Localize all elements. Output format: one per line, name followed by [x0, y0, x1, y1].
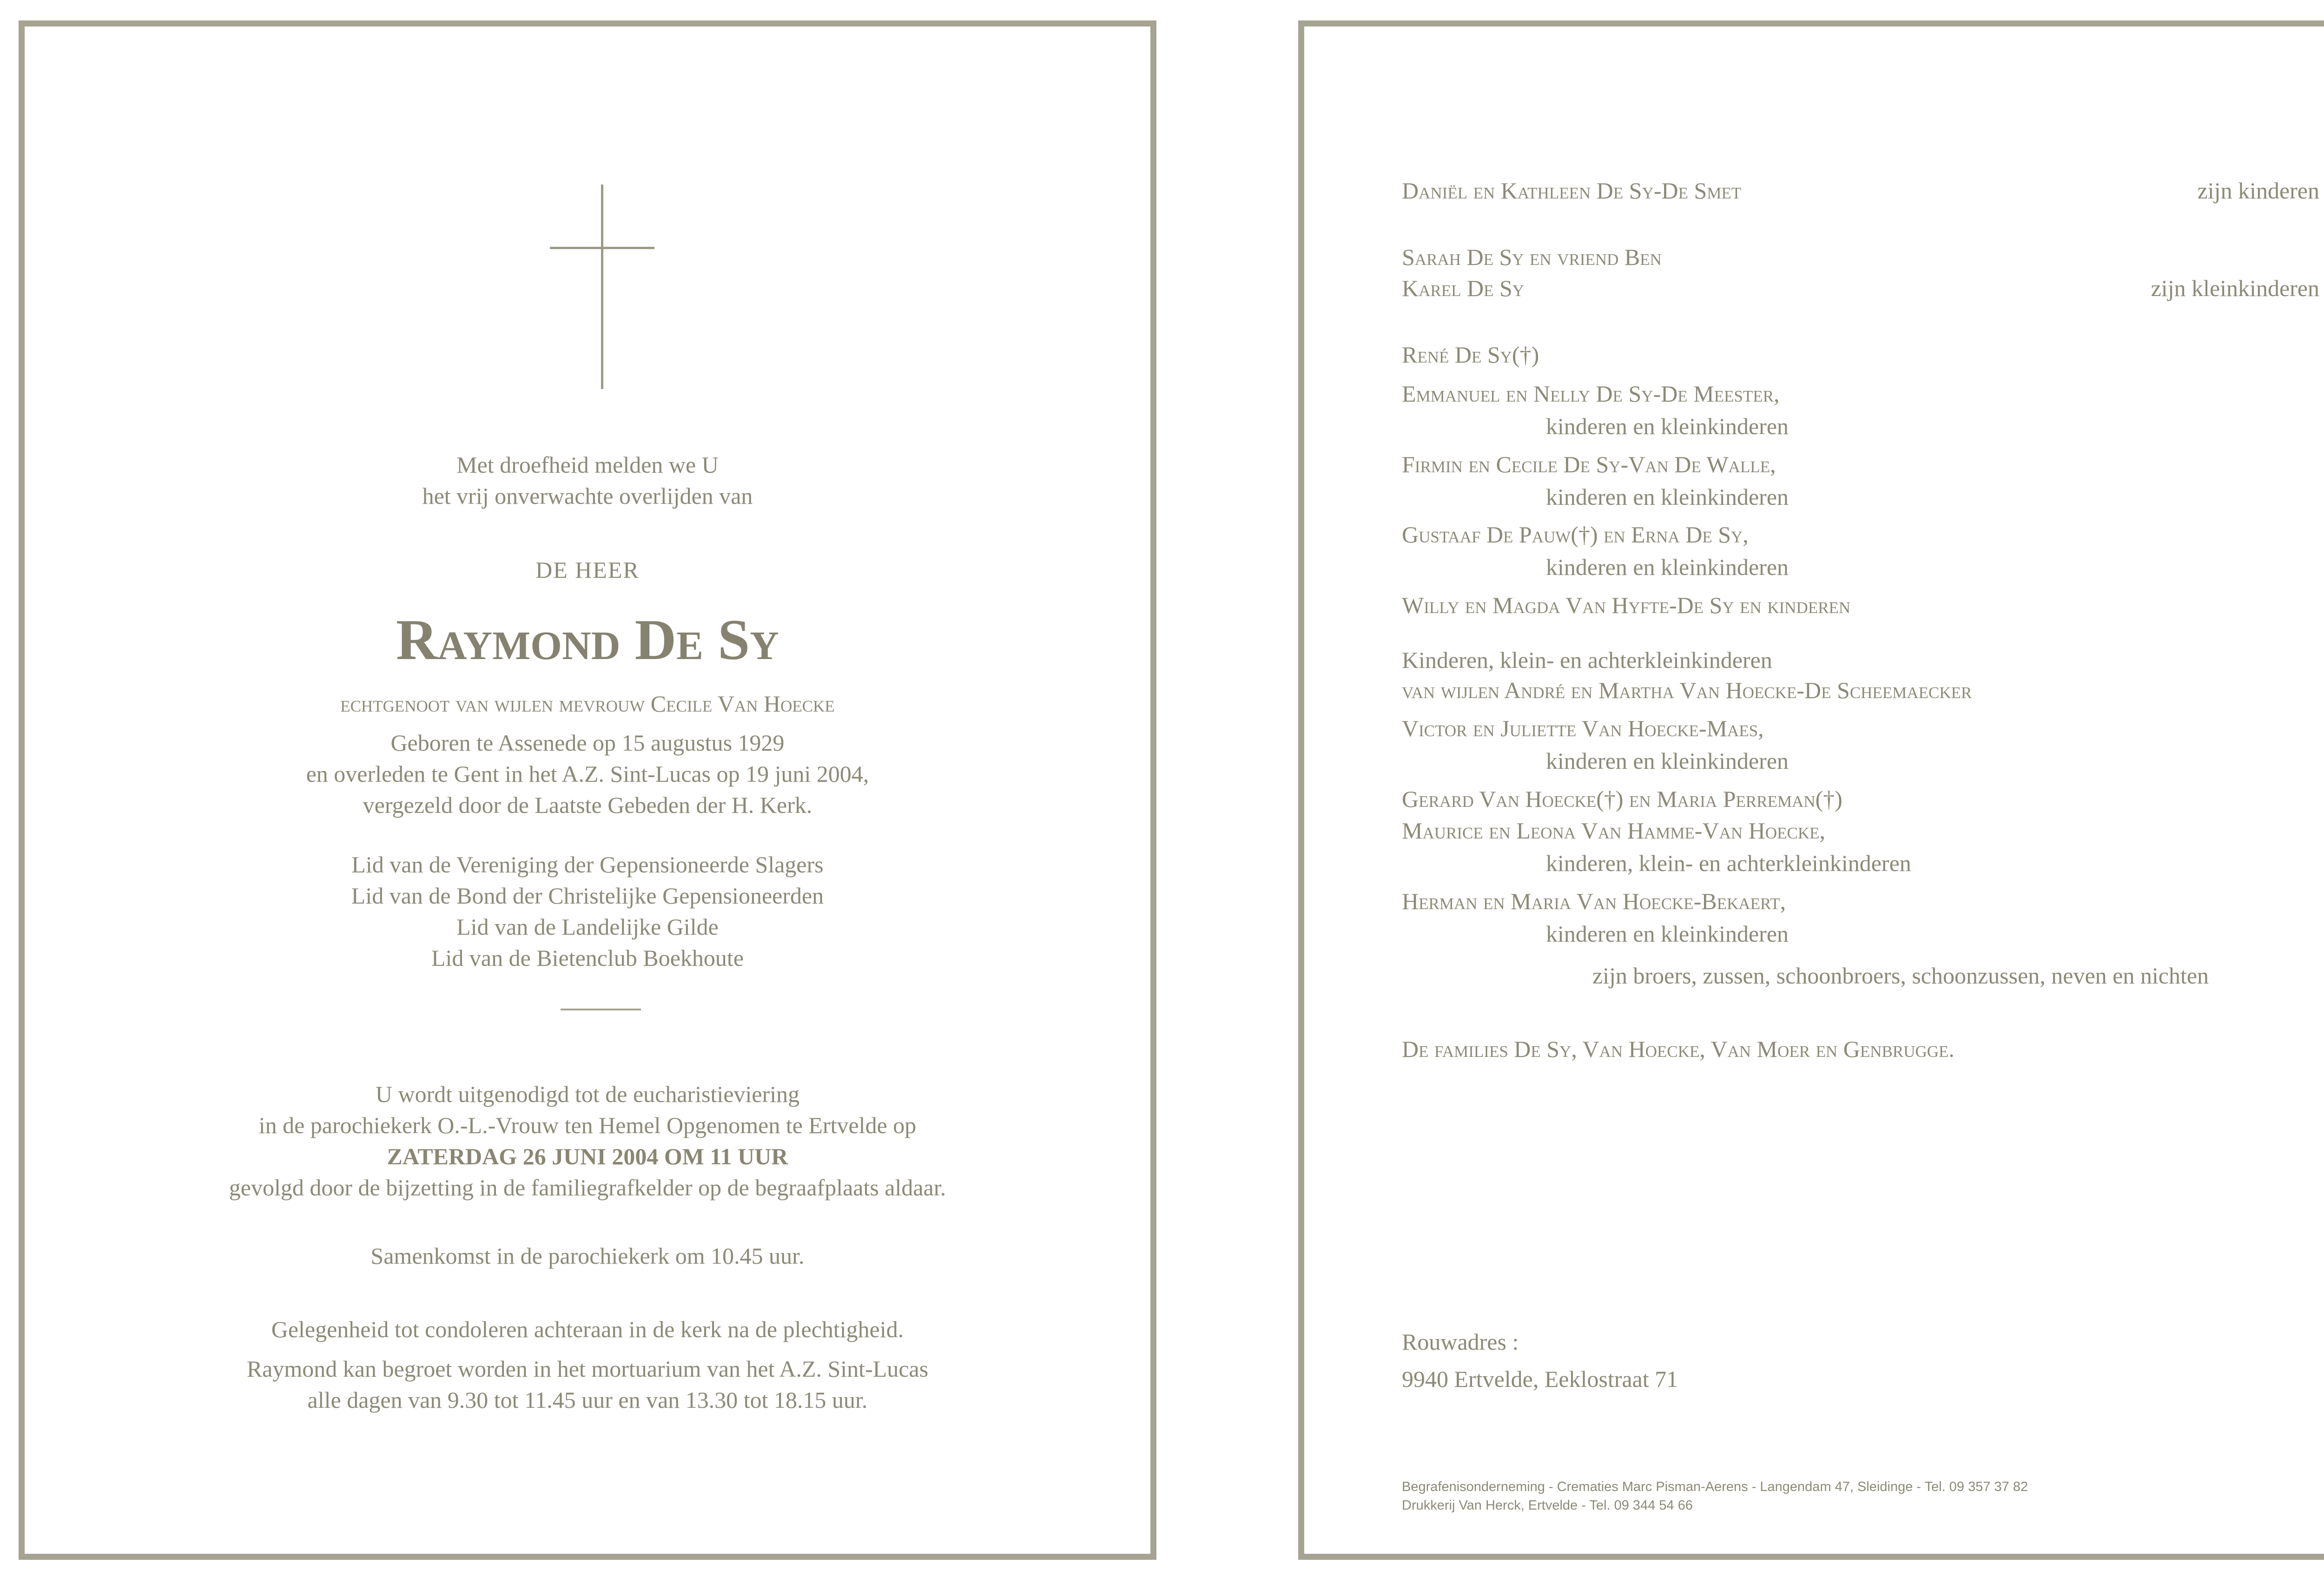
deceased-name: Raymond De Sy — [396, 608, 779, 672]
cross-icon-bar — [550, 247, 654, 249]
membership-line: Lid van de Vereniging der Gepensioneerde Slagers — [351, 851, 824, 878]
service-datetime: ZATERDAG 26 JUNI 2004 OM 11 UUR — [387, 1143, 788, 1169]
relation-label: zijn kinderen — [2197, 178, 2319, 204]
membership-line: Lid van de Bond der Christelijke Gepensioneerden — [351, 883, 824, 909]
membership-line: Lid van de Bietenclub Boekhoute — [431, 945, 744, 971]
family-line: Sarah De Sy en vriend Ben — [1402, 244, 1662, 270]
family-subline: kinderen, klein- en achterkleinkinderen — [1546, 850, 1911, 876]
family-line: Kinderen, klein- en achterkleinkinderen — [1402, 647, 1772, 673]
siblings-line: zijn broers, zussen, schoonbroers, schoonzussen, neven en nichten — [1592, 963, 2209, 989]
family-line: Victor en Juliette Van Hoecke-Maes, — [1402, 715, 1764, 741]
condolences-line: Gelegenheid tot condoleren achteraan in de kerk na de plechtigheid. — [271, 1316, 904, 1342]
intro-text — [25, 449, 1150, 512]
right-page — [1298, 20, 2324, 1560]
invitation-line: gevolgd door de bijzetting in de familiegrafkelder op de begraafplaats aldaar. — [229, 1175, 946, 1201]
invitation-line: in de parochiekerk O.-L.-Vrouw ten Hemel Opgenomen te Ertvelde op — [258, 1112, 917, 1138]
invitation — [25, 1079, 1150, 1203]
family-subline: kinderen en kleinkinderen — [1546, 413, 1789, 439]
honorific: DE HEER — [535, 557, 640, 583]
visitation-line: Raymond kan begroet worden in het mortuarium van het A.Z. Sint-Lucas — [246, 1356, 929, 1382]
visitation — [25, 1353, 1150, 1416]
family-line: Willy en Magda Van Hyfte-De Sy en kinderen — [1402, 592, 1851, 618]
family-line: van wijlen André en Martha Van Hoecke-De Scheemaecker — [1402, 677, 1972, 703]
birth-death-line: Geboren te Assenede op 15 augustus 1929 — [390, 730, 785, 756]
gathering-line: Samenkomst in de parochiekerk om 10.45 uur. — [370, 1243, 805, 1269]
birth-death-text — [25, 727, 1150, 821]
printer-line: Drukkerij Van Herck, Ertvelde - Tel. 09 344 54 66 — [1402, 1498, 1693, 1513]
relation-label: zijn kleinkinderen — [2151, 275, 2319, 301]
spouse-line: echtgenoot van wijlen mevrouw Cecile Van Hoecke — [340, 691, 835, 717]
family-line: Gerard Van Hoecke(†) en Maria Perreman(†) — [1402, 786, 1842, 812]
family-subline: kinderen en kleinkinderen — [1546, 484, 1789, 510]
left-page — [19, 20, 1156, 1560]
family-line: Emmanuel en Nelly De Sy-De Meester, — [1402, 381, 1780, 407]
address: 9940 Ertvelde, Eeklostraat 71 — [1402, 1366, 1678, 1392]
funeral-home-line: Begrafenisonderneming - Crematies Marc Pisman-Aerens - Langendam 47, Sleidinge - Tel. 09 357 37 82 — [1402, 1479, 2028, 1494]
family-line: Gustaaf De Pauw(†) en Erna De Sy, — [1402, 521, 1749, 548]
family-line: René De Sy(†) — [1402, 342, 1539, 368]
visitation-line: alle dagen van 9.30 tot 11.45 uur en van 13.30 tot 18.15 uur. — [307, 1387, 868, 1413]
family-subline: kinderen en kleinkinderen — [1546, 921, 1789, 947]
invitation-line: U wordt uitgenodigd tot de eucharistieviering — [375, 1081, 800, 1107]
family-line: Karel De Sy — [1402, 275, 1525, 301]
intro-line: het vrij onverwachte overlijden van — [422, 483, 753, 509]
family-line: Herman en Maria Van Hoecke-Bekaert, — [1402, 888, 1786, 914]
family-line: Daniël en Kathleen De Sy-De Smet — [1402, 178, 1742, 204]
birth-death-line: en overleden te Gent in het A.Z. Sint-Lucas op 19 juni 2004, — [306, 761, 869, 787]
intro-line: Met droefheid melden we U — [456, 452, 719, 478]
cross-icon — [601, 185, 603, 389]
memberships — [25, 849, 1150, 974]
family-subline: kinderen en kleinkinderen — [1546, 554, 1789, 580]
family-subline: kinderen en kleinkinderen — [1546, 748, 1789, 774]
membership-line: Lid van de Landelijke Gilde — [456, 914, 719, 940]
families-line: De families De Sy, Van Hoecke, Van Moer en Genbrugge. — [1402, 1036, 1954, 1062]
address-label: Rouwadres : — [1402, 1329, 1519, 1355]
birth-death-line: vergezeld door de Laatste Gebeden der H. Kerk. — [363, 792, 812, 818]
section-divider — [561, 1009, 641, 1010]
family-line: Maurice en Leona Van Hamme-Van Hoecke, — [1402, 818, 1825, 844]
family-line: Firmin en Cecile De Sy-Van De Walle, — [1402, 451, 1776, 477]
